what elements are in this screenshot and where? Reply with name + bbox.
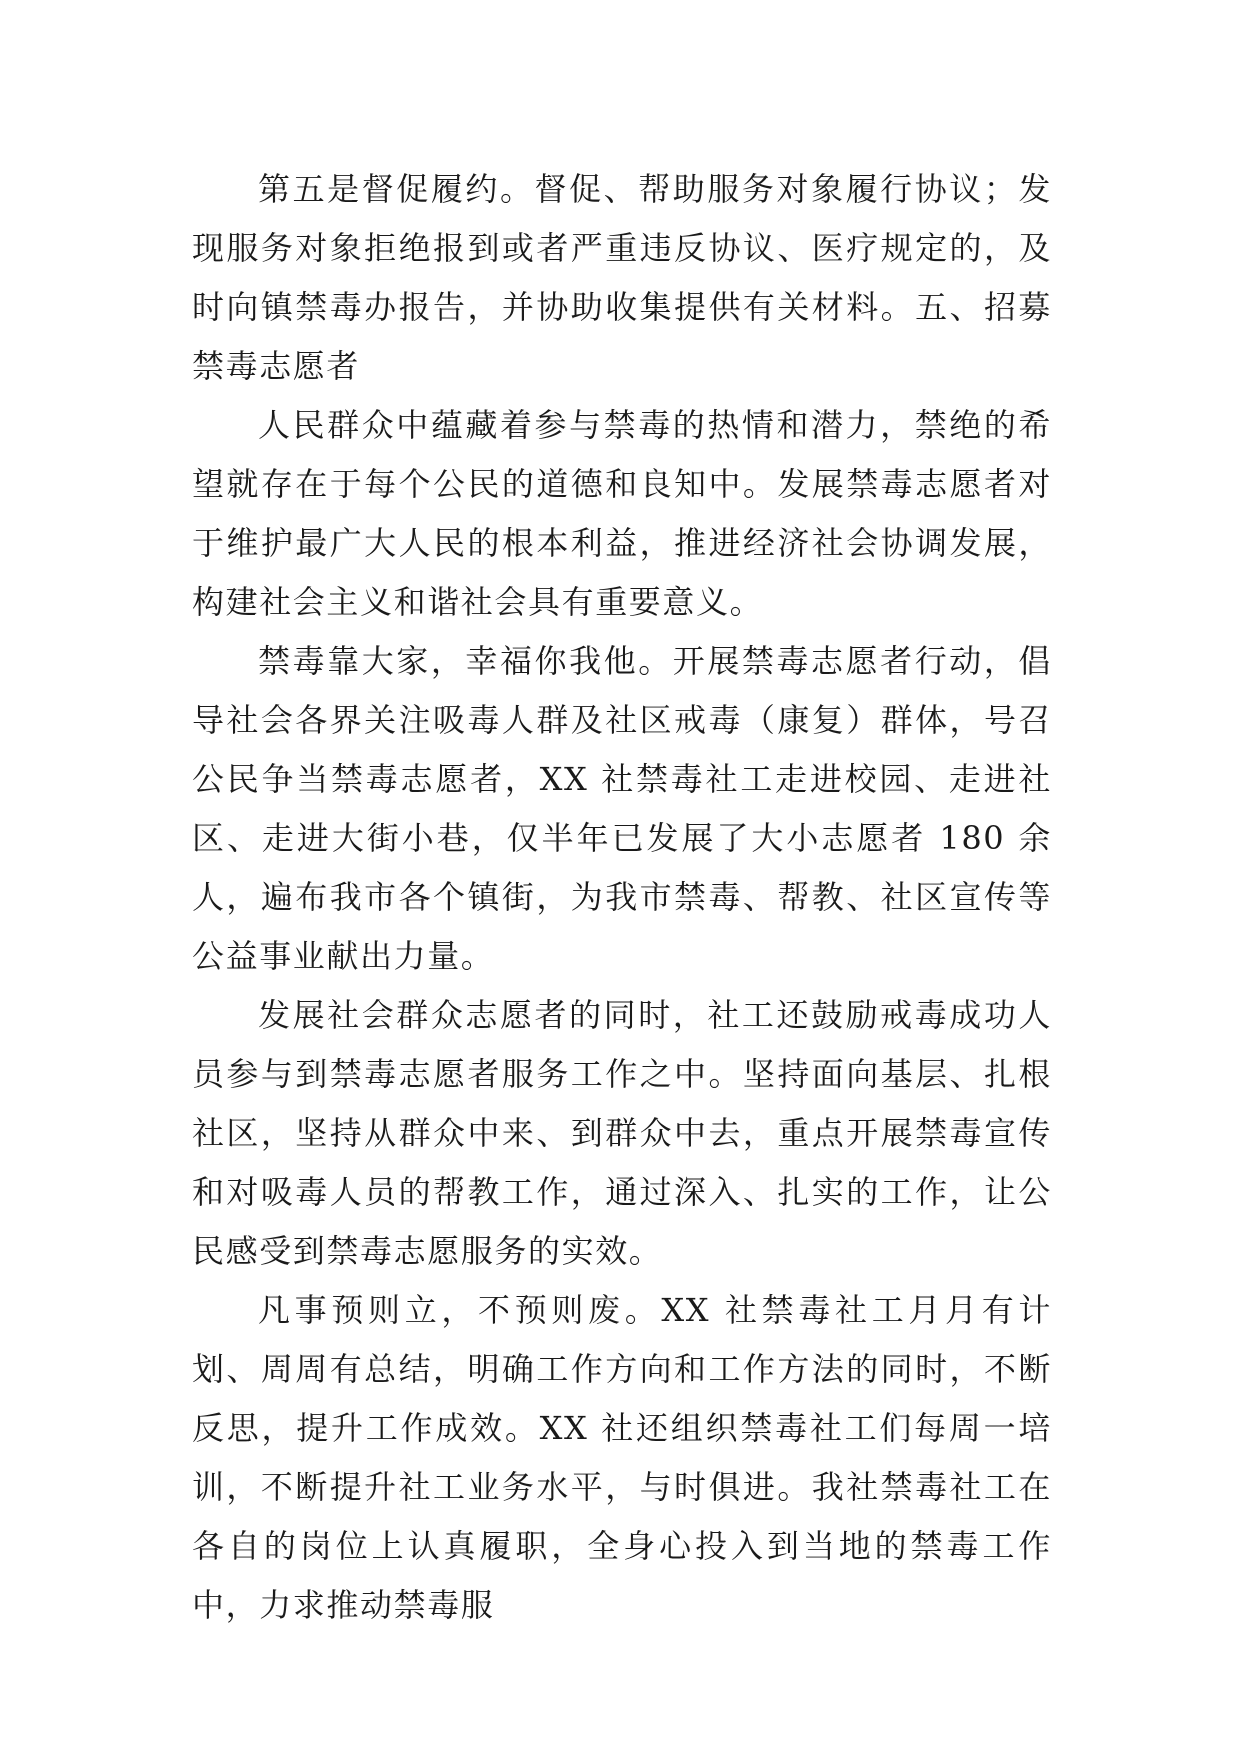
- paragraph-rehab-volunteers: 发展社会群众志愿者的同时，社工还鼓励戒毒成功人员参与到禁毒志愿者服务工作之中。坚持面向基层、扎根社区，坚持从群众中来、到群众中去，重点开展禁毒宣传和对吸毒人员的帮教工作，通过深入、扎实的工作，让公民感受到禁毒志愿服务的实效。: [192, 996, 1052, 1270]
- paragraph-planning-training: 凡事预则立，不预则废。XX 社禁毒社工月月有计划、周周有总结，明确工作方向和工作方法的同时，不断反思，提升工作成效。XX 社还组织禁毒社工们每周一培训，不断提升社工业务水平，与时俱进。我社禁毒社工在各自的岗位上认真履职，全身心投入到当地的禁毒工作中，力求推动禁毒服: [192, 1291, 1052, 1624]
- paragraph-volunteer-action: 禁毒靠大家，幸福你我他。开展禁毒志愿者行动，倡导社会各界关注吸毒人群及社区戒毒（康复）群体，号召公民争当禁毒志愿者，XX 社禁毒社工走进校园、走进社区、走进大街小巷，仅半年已发展了大小志愿者 180 余人，遍布我市各个镇街，为我市禁毒、帮教、社区宣传等公益事业献出力量。: [192, 642, 1052, 975]
- paragraph-public-potential: 人民群众中蕴藏着参与禁毒的热情和潜力，禁绝的希望就存在于每个公民的道德和良知中。发展禁毒志愿者对于维护最广大人民的根本利益，推进经济社会协调发展，构建社会主义和谐社会具有重要意义。: [192, 406, 1052, 621]
- paragraph-supervise-contract: 第五是督促履约。督促、帮助服务对象履行协议；发现服务对象拒绝报到或者严重违反协议、医疗规定的，及时向镇禁毒办报告，并协助收集提供有关材料。五、招募禁毒志愿者: [192, 170, 1052, 385]
- body-text: [192, 160, 1052, 1635]
